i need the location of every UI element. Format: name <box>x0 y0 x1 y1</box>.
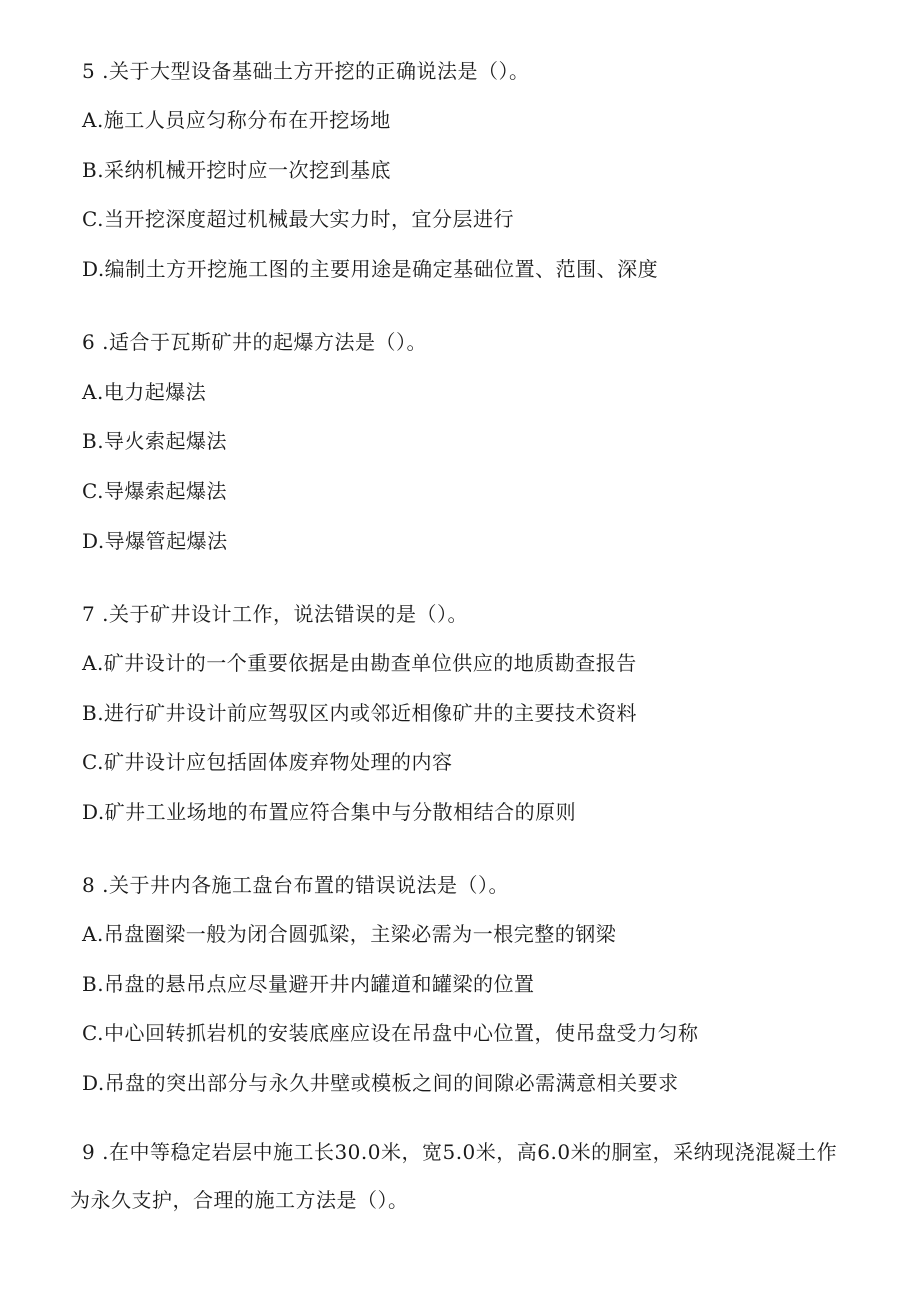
question-7-stem: 7 .关于矿井设计工作，说法错误的是（）。 <box>82 602 468 626</box>
question-6-stem: 6 .适合于瓦斯矿井的起爆方法是（）。 <box>82 330 427 354</box>
question-8-stem: 8 .关于井内各施工盘台布置的错误说法是（）。 <box>82 873 509 897</box>
question-6-option-b: B.导火索起爆法 <box>82 429 228 453</box>
question-7-option-b: B.进行矿井设计前应驾驭区内或邻近相像矿井的主要技术资料 <box>82 701 638 725</box>
question-8-option-b: B.吊盘的悬吊点应尽量避开井内罐道和罐梁的位置 <box>82 972 535 996</box>
question-8-option-c: C.中心回转抓岩机的安装底座应设在吊盘中心位置，使吊盘受力匀称 <box>82 1021 699 1045</box>
question-5-stem: 5 .关于大型设备基础土方开挖的正确说法是（）。 <box>82 59 530 83</box>
question-5-option-b: B.采纳机械开挖时应一次挖到基底 <box>82 158 392 182</box>
question-6-option-d: D.导爆管起爆法 <box>82 529 228 553</box>
question-8-option-a: A.吊盘圈梁一般为闭合圆弧梁，主梁必需为一根完整的钢梁 <box>82 922 617 946</box>
question-5-option-d: D.编制土方开挖施工图的主要用途是确定基础位置、范围、深度 <box>82 257 659 281</box>
question-7-option-c: C.矿井设计应包括固体废弃物处理的内容 <box>82 750 453 774</box>
question-9-stem-line-1: 9 .在中等稳定岩层中施工长30.0米，宽5.0米，高6.0米的胴室，采纳现浇混凝土作 <box>82 1140 838 1164</box>
question-5-option-a: A.施工人员应匀称分布在开挖场地 <box>82 108 391 132</box>
question-6-option-a: A.电力起爆法 <box>82 380 207 404</box>
question-5-option-c: C.当开挖深度超过机械最大实力时，宜分层进行 <box>82 207 514 231</box>
question-7-option-a: A.矿井设计的一个重要依据是由勘查单位供应的地质勘查报告 <box>82 651 637 675</box>
question-8-option-d: D.吊盘的突出部分与永久井壁或模板之间的间隙必需满意相关要求 <box>82 1071 679 1095</box>
question-9-stem-line-2: 为永久支护，合理的施工方法是（）。 <box>70 1188 409 1212</box>
question-7-option-d: D.矿井工业场地的布置应符合集中与分散相结合的原则 <box>82 800 577 824</box>
question-6-option-c: C.导爆索起爆法 <box>82 479 227 503</box>
